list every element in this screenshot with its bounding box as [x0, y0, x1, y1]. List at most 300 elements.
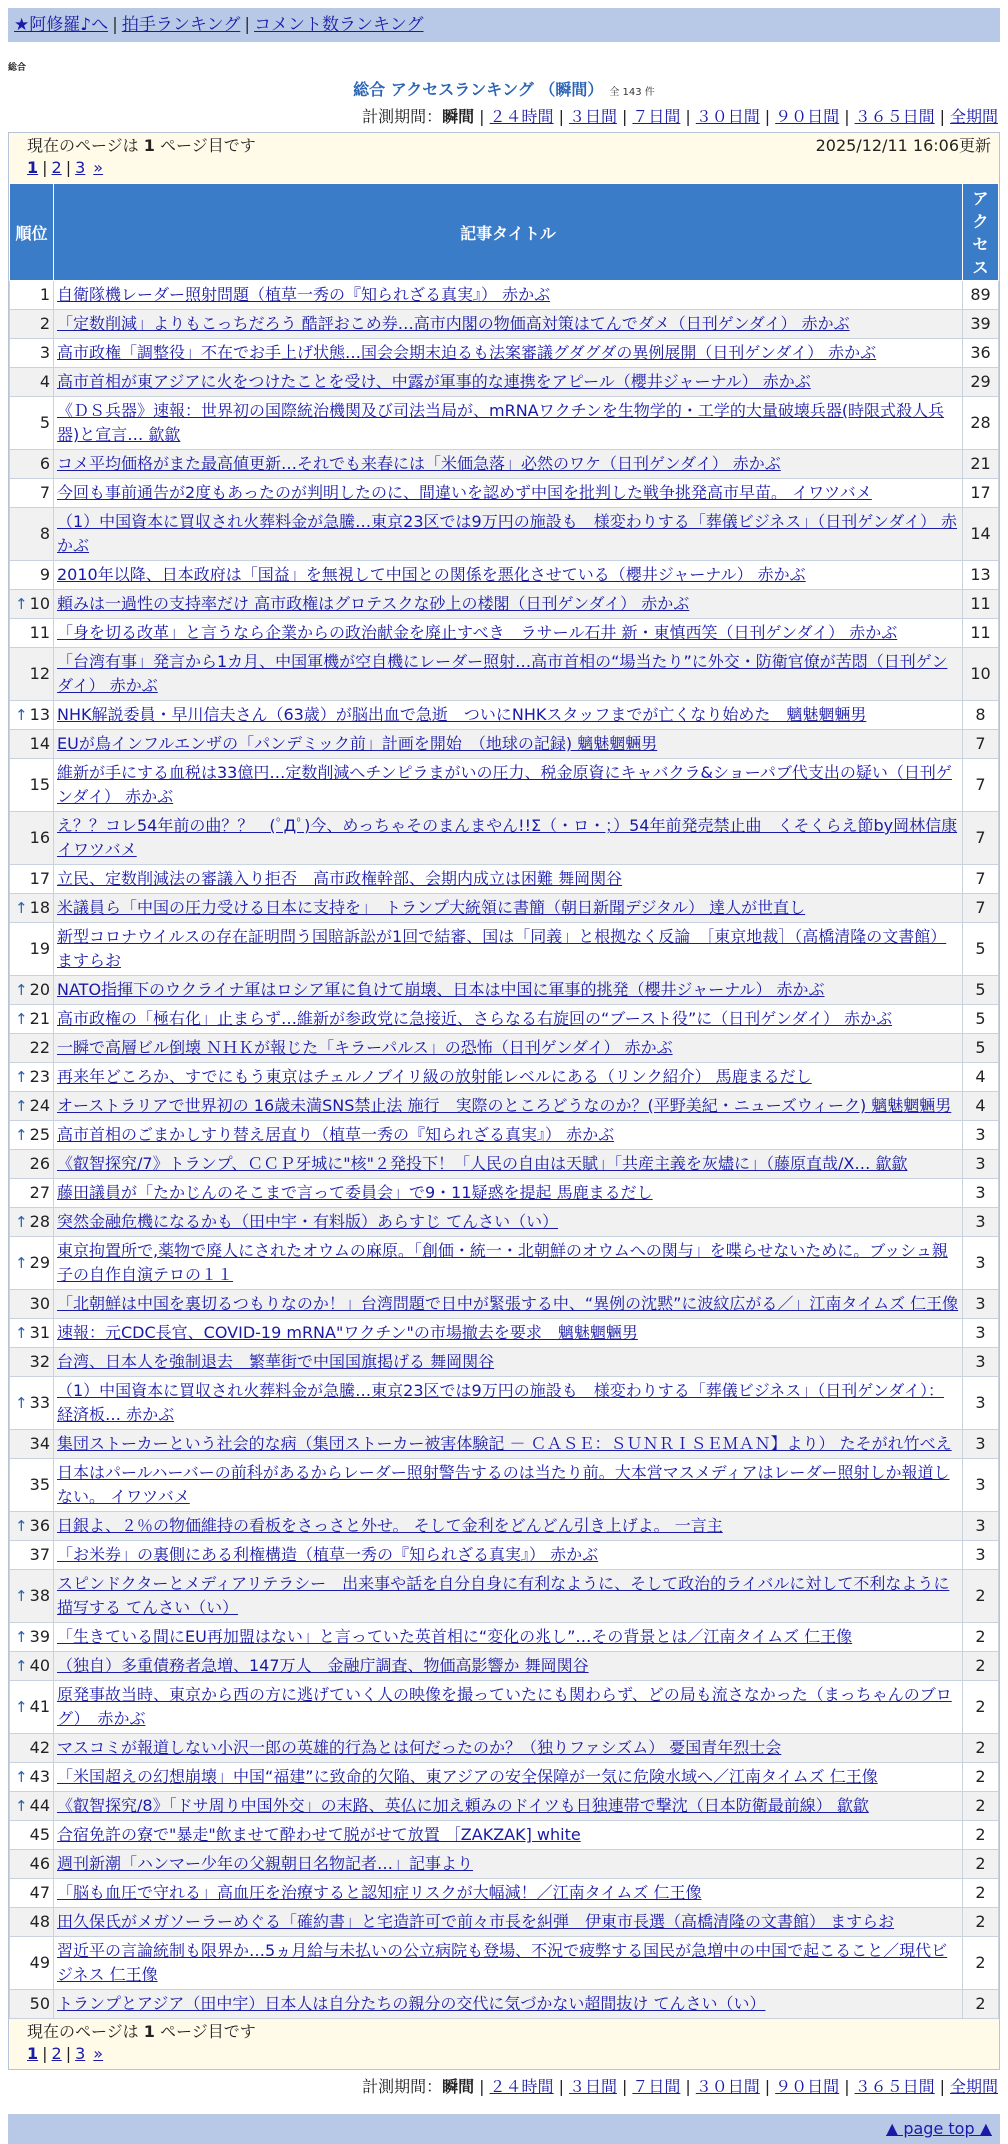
- page-2-link[interactable]: 2: [51, 2044, 62, 2063]
- rank-up-arrow-icon: ↑: [15, 1768, 28, 1786]
- access-count: 28: [963, 397, 999, 450]
- rank-up-arrow-icon: ↑: [15, 1698, 28, 1716]
- period-link-2[interactable]: ７日間: [632, 107, 681, 126]
- title-cell: [54, 1430, 963, 1459]
- table-row: [10, 648, 999, 701]
- rank-number: 17: [29, 869, 50, 888]
- article-title-link[interactable]: トランプとアジア（田中宇）日本人は自分たちの親分の交代に気づかない超間抜け てんさい（い）: [57, 1994, 766, 2013]
- article-title-link[interactable]: 高市政権「調整役」不在でお手上げ状態…国会会期末迫るも法案審議グダグダの異例展開（日刊ゲンダイ） 赤かぶ: [57, 343, 877, 362]
- title-cell: [54, 1290, 963, 1319]
- rank-cell: [10, 730, 54, 759]
- title-cell: [54, 1908, 963, 1937]
- access-count: 3: [963, 1121, 999, 1150]
- rank-number: 28: [29, 1212, 50, 1231]
- rank-cell: [10, 1879, 54, 1908]
- access-count: 7: [963, 865, 999, 894]
- article-title-link[interactable]: 《ＤＳ兵器》速報：世界初の国際統治機関及び司法当局が、mRNAワクチンを生物学的・工学的大量破壊兵器(時限式殺人兵器)と宣言… 歙歙: [57, 401, 945, 444]
- title-cell: [54, 1208, 963, 1237]
- table-header-row: [10, 184, 999, 281]
- period-link-6[interactable]: 全期間: [949, 107, 998, 126]
- table-row: [10, 759, 999, 812]
- rank-up-arrow-icon: ↑: [15, 1126, 28, 1144]
- table-row: [10, 701, 999, 730]
- article-title-link[interactable]: 東京拘置所で,薬物で廃人にされたオウムの麻原。「創価・統一・北朝鮮のオウムへの関与」を喋らせないために。ブッシュ親子の自作自演テロの１１: [57, 1241, 948, 1284]
- access-count: 39: [963, 310, 999, 339]
- article-title-link[interactable]: 「生きている間にEU再加盟はない」と言っていた英首相に“変化の兆し”…その背景とは／江南タイムズ 仁王像: [57, 1627, 853, 1646]
- access-count: 3: [963, 1459, 999, 1512]
- rank-cell: [10, 1990, 54, 2019]
- pager-separator: |: [42, 2044, 48, 2063]
- access-count: 11: [963, 619, 999, 648]
- article-title-link[interactable]: 高市首相が東アジアに火をつけたことを受け、中露が軍事的な連携をアピール（櫻井ジャーナル） 赤かぶ: [57, 372, 811, 391]
- page-3-link[interactable]: 3: [75, 158, 86, 177]
- article-title-link[interactable]: 藤田議員が「たかじんのそこまで言って委員会」で9・11疑惑を提起 馬鹿まるだし: [57, 1183, 653, 1202]
- access-count: 5: [963, 1034, 999, 1063]
- page-1-link[interactable]: 1: [27, 158, 39, 177]
- rank-cell: [10, 894, 54, 923]
- title-cell: [54, 1821, 963, 1850]
- title-cell: [54, 1541, 963, 1570]
- article-title-link[interactable]: 「お米券」の裏側にある利権構造（植草一秀の『知られざる真実』） 赤かぶ: [57, 1545, 599, 1564]
- rank-up-arrow-icon: ↑: [15, 1587, 28, 1605]
- access-count: 13: [963, 561, 999, 590]
- access-count: 2: [963, 1792, 999, 1821]
- access-count: 2: [963, 1681, 999, 1734]
- access-count: 3: [963, 1377, 999, 1430]
- title-cell: [54, 1937, 963, 1990]
- rank-cell: [10, 1237, 54, 1290]
- rank-number: 47: [29, 1883, 50, 1902]
- table-row: [10, 1652, 999, 1681]
- rank-up-arrow-icon: ↑: [15, 1254, 28, 1272]
- article-title-link[interactable]: 「米国超えの幻想崩壊」中国“福建”に致命的欠陥、東アジアの安全保障が一気に危険水域へ／江南タイムズ 仁王像: [57, 1767, 878, 1786]
- rank-up-arrow-icon: ↑: [15, 1324, 28, 1342]
- rank-up-arrow-icon: ↑: [15, 595, 28, 613]
- title-cell: [54, 1459, 963, 1512]
- article-title-link[interactable]: 2010年以降、日本政府は「国益」を無視して中国との関係を悪化させている（櫻井ジャーナル） 赤かぶ: [57, 565, 806, 584]
- page-info-top: [9, 133, 999, 183]
- rank-cell: [10, 1937, 54, 1990]
- table-row: [10, 310, 999, 339]
- access-count: 8: [963, 701, 999, 730]
- title-cell: [54, 1681, 963, 1734]
- period-link-2[interactable]: ７日間: [632, 2077, 681, 2096]
- rank-number: 25: [29, 1125, 50, 1144]
- rank-number: 16: [29, 828, 50, 847]
- article-title-link[interactable]: 週刊新潮「ハンマー少年の父親朝日名物記者…」記事より: [57, 1854, 474, 1873]
- title-cell: [54, 976, 963, 1005]
- table-row: [10, 1063, 999, 1092]
- rank-cell: [10, 1541, 54, 1570]
- table-row: [10, 339, 999, 368]
- title-cell: [54, 479, 963, 508]
- article-title-link[interactable]: 合宿免許の寮で"暴走"飲ませて酔わせて脱がせて放置 ［ZAKZAK] white: [57, 1825, 581, 1844]
- clap-ranking-link[interactable]: 拍手ランキング: [121, 15, 241, 35]
- period-link-4[interactable]: ９０日間: [775, 107, 840, 126]
- rank-number: 18: [29, 898, 50, 917]
- rank-cell: [10, 339, 54, 368]
- table-row: [10, 1319, 999, 1348]
- rank-number: 3: [39, 343, 50, 362]
- rank-cell: [10, 1005, 54, 1034]
- article-title-link[interactable]: 突然金融危機になるかも（田中宇・有料版）あらすじ てんさい（い）: [57, 1212, 559, 1231]
- rank-up-arrow-icon: ↑: [15, 1068, 28, 1086]
- rank-number: 11: [29, 623, 50, 642]
- rank-number: 6: [39, 454, 50, 473]
- rank-up-arrow-icon: ↑: [15, 1213, 28, 1231]
- article-title-link[interactable]: 習近平の言論統制も限界か…5ヵ月給与未払いの公立病院も登場、不況で疲弊する国民が急増中の中国で起こること／現代ビジネス 仁王像: [57, 1941, 948, 1984]
- access-count: 14: [963, 508, 999, 561]
- article-title-link[interactable]: 集団ストーカーという社会的な病（集団ストーカー被害体験記 － ＣＡＳＥ：ＳＵＮＲＩＳＥＭＡＮ】より） たそがれ竹べえ: [57, 1434, 952, 1453]
- table-row: [10, 1623, 999, 1652]
- title-cell: [54, 339, 963, 368]
- title-cell: [54, 1237, 963, 1290]
- rank-up-arrow-icon: ↑: [15, 1097, 28, 1115]
- table-row: [10, 1348, 999, 1377]
- rank-up-arrow-icon: ↑: [15, 899, 28, 917]
- access-count: 5: [963, 1005, 999, 1034]
- article-title-link[interactable]: 再来年どころか、すでにもう東京はチェルノブイリ級の放射能レベルにある（リンク紹介） 馬鹿まるだし: [57, 1067, 812, 1086]
- article-title-link[interactable]: 「定数削減」よりもこっちだろう 酷評おこめ券…高市内閣の物価高対策はてんでダメ（日刊ゲンダイ） 赤かぶ: [57, 314, 850, 333]
- table-row: [10, 561, 999, 590]
- page-info-bottom: [9, 2019, 999, 2069]
- rank-cell: [10, 1377, 54, 1430]
- period-selector-top: [10, 106, 998, 128]
- rank-cell: [10, 1623, 54, 1652]
- article-title-link[interactable]: 「身を切る改革」と言うなら企業からの政治献金を廃止すべき ラサール石井 新・東慎西笑（日刊ゲンダイ） 赤かぶ: [57, 623, 898, 642]
- title-cell: [54, 508, 963, 561]
- rank-cell: [10, 1208, 54, 1237]
- title-cell: [54, 450, 963, 479]
- access-count: 36: [963, 339, 999, 368]
- article-title-link[interactable]: 頼みは一過性の支持率だけ 高市政権はグロテスクな砂上の楼閣（日刊ゲンダイ） 赤かぶ: [57, 594, 690, 613]
- rank-number: 37: [29, 1545, 50, 1564]
- title-cell: [54, 1850, 963, 1879]
- title-cell: [54, 701, 963, 730]
- table-row: [10, 1821, 999, 1850]
- article-title-link[interactable]: NHK解説委員・早川信夫さん（63歳）が脳出血で急逝 ついにNHKスタッフまでが亡くなり始めた 魑魅魍魎男: [57, 705, 867, 724]
- table-row: [10, 619, 999, 648]
- article-title-link[interactable]: EUが鳥インフルエンザの「パンデミック前」計画を開始 （地球の記録) 魑魅魍魎男: [57, 734, 658, 753]
- rank-number: 42: [29, 1738, 50, 1757]
- rank-cell: [10, 1034, 54, 1063]
- period-link-0[interactable]: ２４時間: [489, 107, 554, 126]
- rank-number: 21: [29, 1009, 50, 1028]
- rank-cell: [10, 1092, 54, 1121]
- title-cell: [54, 894, 963, 923]
- access-count: 2: [963, 1623, 999, 1652]
- footer-bar: [8, 2114, 1000, 2144]
- access-count: 3: [963, 1179, 999, 1208]
- title-cell: [54, 648, 963, 701]
- period-link-5[interactable]: ３６５日間: [854, 2077, 935, 2096]
- title-cell: [54, 1319, 963, 1348]
- rank-number: 32: [29, 1352, 50, 1371]
- page-info-num: 1: [143, 2022, 155, 2041]
- article-title-link[interactable]: マスコミが報道しない小沢一郎の英雄的行為とは何だったのか？（独りファシズム） 憂国青年烈士会: [57, 1738, 782, 1757]
- period-link-3[interactable]: ３０日間: [695, 2077, 760, 2096]
- period-link-3[interactable]: ３０日間: [695, 107, 760, 126]
- title-cell: [54, 865, 963, 894]
- table-row: [10, 1908, 999, 1937]
- table-row: [10, 368, 999, 397]
- title-cell: [54, 1512, 963, 1541]
- next-page-link[interactable]: »: [93, 2044, 104, 2063]
- access-count: 2: [963, 1908, 999, 1937]
- rank-number: 41: [29, 1697, 50, 1716]
- rank-number: 31: [29, 1323, 50, 1342]
- period-separator: |: [479, 2077, 485, 2096]
- access-count: 3: [963, 1290, 999, 1319]
- period-separator: |: [685, 2077, 691, 2096]
- updated-time: 2025/12/11 16:06更新: [815, 136, 991, 155]
- page-info-num: 1: [143, 136, 155, 155]
- article-title-link[interactable]: 速報：元CDC長官、COVID-19 mRNA"ワクチン"の市場撤去を要求 魑魅魍魎男: [57, 1323, 638, 1342]
- rank-cell: [10, 1319, 54, 1348]
- title-cell: [54, 923, 963, 976]
- title-cell: [54, 1570, 963, 1623]
- title-column-header: 記事タイトル: [54, 184, 963, 281]
- pager-separator: |: [42, 158, 48, 177]
- rank-cell: [10, 479, 54, 508]
- article-title-link[interactable]: 立民、定数削減法の審議入り拒否 高市政権幹部、会期内成立は困難 舞岡関谷: [57, 869, 623, 888]
- article-title-link[interactable]: NATO指揮下のウクライナ軍はロシア軍に負けて崩壊、日本は中国に軍事的挑発（櫻井ジャーナル） 赤かぶ: [57, 980, 825, 999]
- period-separator: |: [685, 107, 691, 126]
- rank-up-arrow-icon: ↑: [15, 1517, 28, 1535]
- article-title-link[interactable]: 一瞬で高層ビル倒壊 ＮＨＫが報じた「キラーパルス」の恐怖（日刊ゲンダイ） 赤かぶ: [57, 1038, 673, 1057]
- access-count: 21: [963, 450, 999, 479]
- category-label: 総合: [8, 63, 27, 73]
- article-title-link[interactable]: 台湾、日本人を強制退去 繁華街で中国国旗掲げる 舞岡関谷: [57, 1352, 495, 1371]
- period-link-1[interactable]: ３日間: [568, 2077, 617, 2096]
- ranking-table-body: [10, 281, 999, 2019]
- access-count: 7: [963, 759, 999, 812]
- access-count: 2: [963, 1652, 999, 1681]
- rank-cell: [10, 1850, 54, 1879]
- rank-cell: [10, 1908, 54, 1937]
- access-count: 3: [963, 1208, 999, 1237]
- article-title-link[interactable]: 「脳も血圧で守れる」高血圧を治療すると認知症リスクが大幅減！／江南タイムズ 仁王像: [57, 1883, 702, 1902]
- article-title-link[interactable]: 高市首相のごまかしすり替え居直り（植草一秀の『知られざる真実』） 赤かぶ: [57, 1125, 615, 1144]
- article-title-link[interactable]: 維新が手にする血税は33億円…定数削減へチンピラまがいの圧力、税金原資にキャバクラ&ショーパブ代支出の疑い（日刊ゲンダイ） 赤かぶ: [57, 763, 952, 806]
- title-cell: [54, 730, 963, 759]
- period-current: 瞬間: [442, 2077, 475, 2096]
- period-separator: |: [844, 107, 850, 126]
- ranking-table: [9, 183, 999, 2019]
- rank-number: 44: [29, 1796, 50, 1815]
- rank-cell: [10, 281, 54, 310]
- table-row: [10, 1034, 999, 1063]
- article-title-link[interactable]: （1）中国資本に買収され火葬料金が急騰…東京23区では9万円の施設も 様変わりする「葬儀ビジネス」（日刊ゲンダイ）：経済板… 赤かぶ: [57, 1381, 944, 1424]
- title-cell: [54, 1005, 963, 1034]
- rank-number: 33: [29, 1393, 50, 1412]
- article-title-link[interactable]: 田久保氏がメガソーラーめぐる「確約書」と宅造許可で前々市長を糾弾 伊東市長選（高橋清隆の文書館） ますらお: [57, 1912, 895, 1931]
- pager-separator: |: [65, 2044, 72, 2063]
- rank-number: 10: [29, 594, 50, 613]
- article-title-link[interactable]: 今回も事前通告が2度もあったのが判明したのに、間違いを認めず中国を批判した戦争挑発高市早苗。 イワツバメ: [57, 483, 872, 502]
- rank-number: 22: [29, 1038, 50, 1057]
- rank-cell: [10, 1290, 54, 1319]
- table-row: [10, 508, 999, 561]
- title-cell: [54, 1879, 963, 1908]
- rank-number: 9: [39, 565, 50, 584]
- table-row: [10, 894, 999, 923]
- rank-number: 30: [29, 1294, 50, 1313]
- access-count: 3: [963, 1150, 999, 1179]
- title-cell: [54, 1150, 963, 1179]
- rank-cell: [10, 1179, 54, 1208]
- article-title-link[interactable]: 日銀よ、２％の物価維持の看板をさっさと外せ。 そして金利をどんどん引き上げよ。 一言主: [57, 1516, 723, 1535]
- article-title-link[interactable]: 新型コロナウイルスの存在証明問う国賠訴訟が1回で結審、国は「同義」と根拠なく反論 ［東京地裁］（高橋清隆の文書館） ますらお: [57, 927, 947, 970]
- rank-number: 50: [29, 1994, 50, 2013]
- article-title-link[interactable]: 「台湾有事」発言から1カ月、中国軍機が空自機にレーダー照射…高市首相の“場当たり”に外交・防衛官僚が苦悶（日刊ゲンダイ） 赤かぶ: [57, 652, 948, 695]
- rank-up-arrow-icon: ↑: [15, 1657, 28, 1675]
- article-title-link[interactable]: スピンドクターとメディアリテラシー 出来事や話を自分自身に有利なように、そして政治的ライバルに対して不利なように描写する てんさい（い）: [57, 1574, 950, 1617]
- rank-cell: [10, 368, 54, 397]
- nav-separator: |: [112, 15, 118, 35]
- rank-number: 5: [39, 413, 50, 432]
- access-count: 4: [963, 1063, 999, 1092]
- period-separator: |: [558, 2077, 564, 2096]
- title-cell: [54, 1990, 963, 2019]
- table-row: [10, 1763, 999, 1792]
- article-title-link[interactable]: コメ平均価格がまた最高値更新…それでも来春には「米価急落」必然のワケ（日刊ゲンダイ） 赤かぶ: [57, 454, 781, 473]
- access-column-header: アクセス: [963, 184, 999, 281]
- rank-number: 45: [29, 1825, 50, 1844]
- access-count: 2: [963, 1763, 999, 1792]
- access-count: 7: [963, 730, 999, 759]
- period-separator: |: [939, 107, 945, 126]
- rank-cell: [10, 1792, 54, 1821]
- access-count: 2: [963, 1990, 999, 2019]
- rank-cell: [10, 1430, 54, 1459]
- rank-cell: [10, 1734, 54, 1763]
- rank-cell: [10, 1570, 54, 1623]
- page-2-link[interactable]: 2: [51, 158, 62, 177]
- access-count: 2: [963, 1821, 999, 1850]
- article-title-link[interactable]: え？？コレ54年前の曲？？ (ﾟДﾟ)今、めっちゃそのまんまやん!!Σ（・ロ・；）54年前発売禁止曲 くそくらえ節by岡林信康 イワツバメ: [57, 816, 958, 859]
- rank-number: 23: [29, 1067, 50, 1086]
- rank-up-arrow-icon: ↑: [15, 1394, 28, 1412]
- period-link-0[interactable]: ２４時間: [489, 2077, 554, 2096]
- rank-number: 29: [29, 1253, 50, 1272]
- table-row: [10, 1208, 999, 1237]
- rank-number: 20: [29, 980, 50, 999]
- access-count: 5: [963, 923, 999, 976]
- next-page-link[interactable]: »: [93, 158, 104, 177]
- rank-cell: [10, 923, 54, 976]
- table-row: [10, 1459, 999, 1512]
- rank-number: 26: [29, 1154, 50, 1173]
- period-separator: |: [939, 2077, 945, 2096]
- comment-ranking-link[interactable]: コメント数ランキング: [254, 15, 424, 35]
- rank-cell: [10, 759, 54, 812]
- access-count: 89: [963, 281, 999, 310]
- article-title-link[interactable]: 「北朝鮮は中国を裏切るつもりなのか！」台湾問題で日中が緊張する中、“異例の沈黙”に波紋広がる／」江南タイムズ 仁王像: [57, 1294, 959, 1313]
- rank-number: 1: [39, 285, 50, 304]
- period-label: 計測期間：: [362, 2077, 443, 2096]
- page-1-link[interactable]: 1: [27, 2044, 39, 2063]
- home-link[interactable]: ★阿修羅♪へ: [14, 15, 109, 35]
- rank-up-arrow-icon: ↑: [15, 1797, 28, 1815]
- table-row: [10, 1570, 999, 1623]
- page-top-link[interactable]: ▲ page top ▲: [885, 2119, 992, 2138]
- table-row: [10, 1179, 999, 1208]
- page-3-link[interactable]: 3: [75, 2044, 86, 2063]
- period-separator: |: [621, 2077, 628, 2096]
- title-cell: [54, 1179, 963, 1208]
- page-info-pre: 現在のページは: [27, 136, 144, 155]
- table-row: [10, 1541, 999, 1570]
- access-count: 17: [963, 479, 999, 508]
- period-separator: |: [479, 107, 485, 126]
- table-row: [10, 1879, 999, 1908]
- article-title-link[interactable]: （1）中国資本に買収され火葬料金が急騰…東京23区では9万円の施設も 様変わりする「葬儀ビジネス」（日刊ゲンダイ） 赤かぶ: [57, 512, 958, 555]
- article-title-link[interactable]: 高市政権の「極右化」止まらず…維新が参政党に急接近、さらなる右旋回の“ブースト役”に（日刊ゲンダイ） 赤かぶ: [57, 1009, 893, 1028]
- article-title-link[interactable]: 《叡智探究/7》トランプ、ＣＣＰ牙城に"核"２発投下！「人民の自由は天賦」「共産主義を灰燼に」（藤原直哉/X… 歙歙: [57, 1154, 908, 1173]
- title-cell: [54, 1063, 963, 1092]
- period-link-4[interactable]: ９０日間: [775, 2077, 840, 2096]
- page-title: 総合 アクセスランキング （瞬間）: [353, 80, 604, 99]
- rank-cell: [10, 508, 54, 561]
- rank-up-arrow-icon: ↑: [15, 1010, 28, 1028]
- article-title-link[interactable]: 日本はパールハーバーの前科があるからレーダー照射警告するのは当たり前。大本営マスメディアはレーダー照射しか報道しない。 イワツバメ: [57, 1463, 950, 1506]
- period-link-1[interactable]: ３日間: [568, 107, 617, 126]
- ranking-panel: [8, 132, 1000, 2070]
- rank-number: 7: [39, 483, 50, 502]
- table-row: [10, 976, 999, 1005]
- pager-bottom: [27, 2043, 981, 2067]
- period-current: 瞬間: [442, 107, 475, 126]
- access-count: 2: [963, 1734, 999, 1763]
- article-title-link[interactable]: 《叡智探究/8》「ドサ周り中国外交」の末路、英仏に加え頼みのドイツも日独連帯で撃沈（日本防衛最前線） 歙歙: [57, 1796, 869, 1815]
- rank-number: 12: [29, 664, 50, 683]
- article-title-link[interactable]: オーストラリアで世界初の 16歳未満SNS禁止法 施行 実際のところどうなのか？(平野美紀・ニューズウィーク) 魑魅魍魎男: [57, 1096, 952, 1115]
- rank-number: 14: [29, 734, 50, 753]
- period-link-5[interactable]: ３６５日間: [854, 107, 935, 126]
- access-count: 3: [963, 1319, 999, 1348]
- table-row: [10, 1237, 999, 1290]
- table-row: [10, 1290, 999, 1319]
- rank-cell: [10, 1063, 54, 1092]
- article-title-link[interactable]: 米議員ら「中国の圧力受ける日本に支持を」 トランプ大統領に書簡（朝日新聞デジタル） 達人が世直し: [57, 898, 806, 917]
- rank-number: 35: [29, 1475, 50, 1494]
- title-cell: [54, 812, 963, 865]
- table-row: [10, 1792, 999, 1821]
- table-row: [10, 1512, 999, 1541]
- access-count: 29: [963, 368, 999, 397]
- period-separator: |: [558, 107, 564, 126]
- page-title-row: [0, 77, 1008, 100]
- pager-top: [27, 157, 981, 181]
- rank-column-header: 順位: [10, 184, 54, 281]
- access-count: 4: [963, 1092, 999, 1121]
- table-row: [10, 1121, 999, 1150]
- table-row: [10, 1150, 999, 1179]
- rank-number: 48: [29, 1912, 50, 1931]
- rank-cell: [10, 310, 54, 339]
- period-link-6[interactable]: 全期間: [949, 2077, 998, 2096]
- rank-number: 49: [29, 1953, 50, 1972]
- title-cell: [54, 1652, 963, 1681]
- article-title-link[interactable]: 原発事故当時、東京から西の方に逃げていく人の映像を撮っていたにも関わらず、どの局も流さなかった（まっちゃんのブログ） 赤かぶ: [57, 1685, 952, 1728]
- rank-cell: [10, 1763, 54, 1792]
- article-title-link[interactable]: 自衛隊機レーダー照射問題（植草一秀の『知られざる真実』） 赤かぶ: [57, 285, 551, 304]
- article-title-link[interactable]: （独自）多重債務者急増、147万人 金融庁調査、物価高影響か 舞岡関谷: [57, 1656, 589, 1675]
- table-row: [10, 1377, 999, 1430]
- access-count: 7: [963, 812, 999, 865]
- table-row: [10, 1005, 999, 1034]
